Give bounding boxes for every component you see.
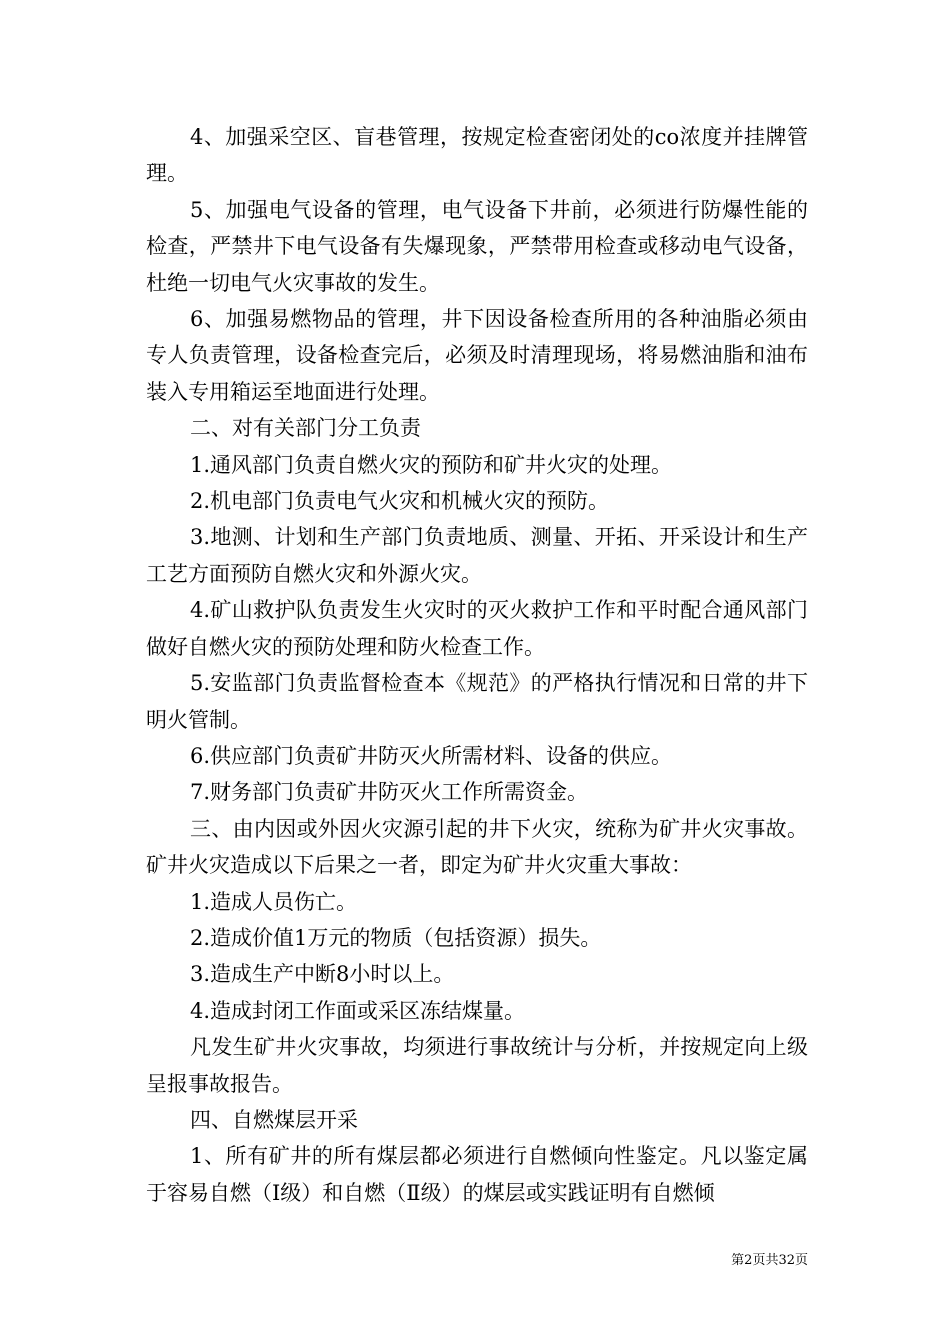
list-item: 1.造成人员伤亡。 — [190, 889, 358, 914]
list-item: 6.供应部门负责矿井防灭火所需材料、设备的供应。 — [190, 743, 673, 768]
list-item: 1.通风部门负责自燃火灾的预防和矿井火灾的处理。 — [190, 452, 673, 477]
section-heading: 二、对有关部门分工负责 — [190, 416, 421, 441]
list-item: 4.造成封闭工作面或采区冻结煤量。 — [190, 998, 526, 1023]
list-item: 5.安监部门负责监督检查本《规范》的严格执行情况和日常的井下明火管制。 — [146, 671, 808, 732]
list-item: 3.造成生产中断8小时以上。 — [190, 962, 455, 987]
list-item: 4.矿山救护队负责发生火灾时的灭火救护工作和平时配合通风部门做好自燃火灾的预防处理和防火检查工作。 — [146, 598, 808, 659]
page-number: 第2页共32页 — [731, 1253, 808, 1268]
paragraph: 凡发生矿井火灾事故，均须进行事故统计与分析，并按规定向上级呈报事故报告。 — [146, 1035, 808, 1096]
list-item: 3.地测、计划和生产部门负责地质、测量、开拓、开采设计和生产工艺方面预防自燃火灾和外源火灾。 — [146, 525, 808, 586]
list-item: 7.财务部门负责矿井防灭火工作所需资金。 — [190, 780, 589, 805]
paragraph: 4、加强采空区、盲巷管理，按规定检查密闭处的co浓度并挂牌管理。 — [146, 125, 808, 186]
document-body — [146, 119, 808, 1211]
paragraph: 6、加强易燃物品的管理，井下因设备检查所用的各种油脂必须由专人负责管理，设备检查完后，必须及时清理现场，将易燃油脂和油布装入专用箱运至地面进行处理。 — [146, 307, 808, 404]
section-heading: 三、由内因或外因火灾源引起的井下火灾，统称为矿井火灾事故。矿井火灾造成以下后果之一者，即定为矿井火灾重大事故： — [146, 816, 808, 878]
list-item: 2.造成价值1万元的物质（包括资源）损失。 — [190, 925, 602, 950]
paragraph: 1、所有矿井的所有煤层都必须进行自燃倾向性鉴定。凡以鉴定属于容易自燃（Ⅰ级）和自燃（Ⅱ级）的煤层或实践证明有自燃倾 — [146, 1144, 808, 1205]
section-heading: 四、自燃煤层开采 — [190, 1107, 358, 1132]
paragraph: 5、加强电气设备的管理，电气设备下井前，必须进行防爆性能的检查，严禁井下电气设备有失爆现象，严禁带用检查或移动电气设备，杜绝一切电气火灾事故的发生。 — [146, 197, 808, 295]
list-item: 2.机电部门负责电气火灾和机械火灾的预防。 — [190, 489, 610, 514]
